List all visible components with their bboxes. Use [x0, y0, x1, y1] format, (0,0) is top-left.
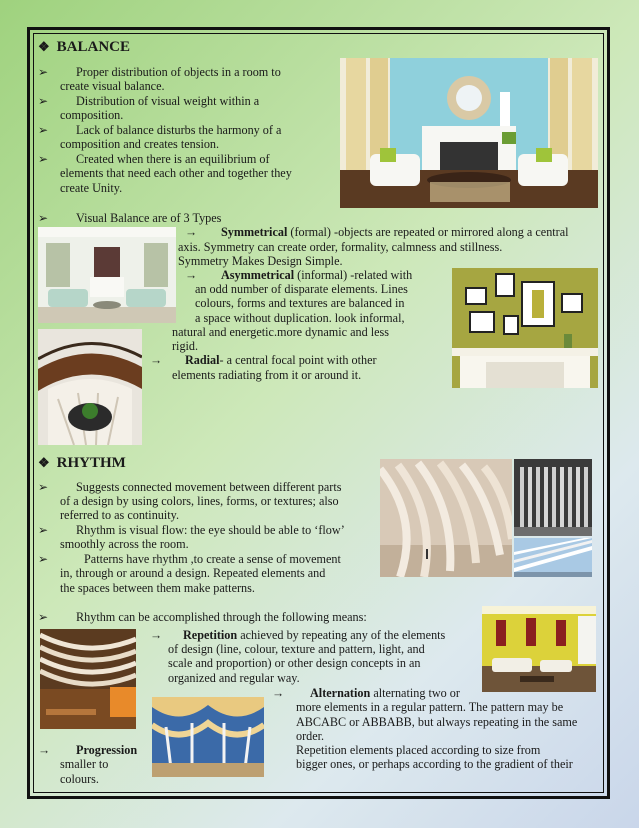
rhythm-text: of a design by using colors, lines, forms, or textures; also — [60, 494, 339, 508]
bullet-arrow-icon: ➢ — [38, 523, 49, 537]
arrow-icon: → — [272, 686, 285, 700]
rhythm-text: Patterns have rhythm ,to create a sense of movement — [84, 552, 341, 566]
asymmetrical-text: natural and energetic.more dynamic and less — [172, 325, 390, 339]
diamond-bullet-icon: ❖ — [38, 455, 50, 470]
wave-ceiling-photo — [40, 629, 136, 729]
asymmetrical-text: rigid. — [172, 339, 199, 353]
balance-text: Lack of balance disturbs the harmony of a — [76, 123, 282, 137]
radial-text: Radial- a central focal point with other — [185, 353, 377, 367]
alternation-text: more elements in a regular pattern. The pattern may be — [296, 700, 564, 714]
symmetrical-room-photo — [38, 227, 176, 323]
rhythm-text: referred to as continuity. — [60, 508, 180, 522]
repetition-text: scale and proportion) or other design concepts in an — [168, 656, 421, 670]
balance-text: composition. — [60, 108, 124, 122]
curved-wood-sculpture-photo — [380, 459, 512, 577]
striped-building-photo — [514, 538, 592, 577]
repetition-text: organized and regular way. — [168, 671, 300, 685]
asymmetrical-text: Asymmetrical (informal) -related with — [221, 268, 413, 282]
repetition-text: of design (line, colour, texture and pattern, light, and — [168, 642, 425, 656]
radial-staircase-photo — [38, 329, 142, 445]
rhythm-text: Suggests connected movement between different parts — [76, 480, 342, 494]
vertical-columns-photo — [514, 459, 592, 536]
yellow-room-photo — [482, 606, 596, 692]
bullet-arrow-icon: ➢ — [38, 552, 49, 566]
living-room-photo — [340, 58, 598, 208]
balance-text: Distribution of visual weight within a — [76, 94, 260, 108]
symmetrical-text: Symmetry Makes Design Simple. — [178, 254, 343, 268]
balance-text: create Unity. — [60, 181, 123, 195]
rhythm-text: in, through or around a design. Repeated elements and — [60, 566, 326, 580]
progression-text: bigger ones, or perhaps according to the gradient of their — [296, 757, 573, 771]
bullet-arrow-icon: ➢ — [38, 152, 49, 166]
bullet-arrow-icon: ➢ — [38, 65, 49, 79]
rhythm-heading: ❖ RHYTHM — [38, 455, 126, 471]
balance-text: elements that need each other and together they — [60, 166, 292, 180]
balance-types-intro: Visual Balance are of 3 Types — [76, 211, 222, 225]
arrow-icon: → — [38, 743, 51, 757]
asymmetrical-text: a space without duplication. look informal, — [195, 311, 405, 325]
progression-term: Progression — [76, 743, 138, 757]
asymmetrical-wall-photo — [452, 268, 598, 388]
bullet-arrow-icon: ➢ — [38, 211, 49, 225]
bullet-arrow-icon: ➢ — [38, 480, 49, 494]
arrow-icon: → — [185, 268, 198, 282]
alternation-text: ABCABC or ABBABB, but always repeating in the same — [296, 715, 578, 729]
radial-text: elements radiating from it or around it. — [172, 368, 362, 382]
arrow-icon: → — [185, 225, 198, 239]
alternation-text: Alternation alternating two or — [310, 686, 460, 700]
diamond-bullet-icon: ❖ — [38, 39, 50, 54]
rhythm-text: smoothly across the room. — [60, 537, 189, 551]
symmetrical-text: Symmetrical (formal) -objects are repeated or mirrored along a central — [221, 225, 569, 239]
asymmetrical-text: an odd number of disparate elements. Lines — [195, 282, 408, 296]
progression-text: Repetition elements placed according to size from — [296, 743, 541, 757]
arrow-icon: → — [150, 628, 163, 642]
asymmetrical-text: colours, forms and textures are balanced in — [195, 296, 405, 310]
balance-text: Created when there is an equilibrium of — [76, 152, 270, 166]
bullet-arrow-icon: ➢ — [38, 610, 49, 624]
progression-text: smaller to — [60, 757, 109, 771]
balance-text: composition and creates tension. — [60, 137, 220, 151]
symmetrical-text: axis. Symmetry can create order, formality, calmness and stillness. — [178, 240, 503, 254]
rhythm-means-intro: Rhythm can be accomplished through the following means: — [76, 610, 367, 624]
bullet-arrow-icon: ➢ — [38, 123, 49, 137]
rhythm-text: Rhythm is visual flow: the eye should be able to ‘flow’ — [76, 523, 345, 537]
alternation-text: order. — [296, 729, 325, 743]
balance-text: Proper distribution of objects in a room to — [76, 65, 281, 79]
bullet-arrow-icon: ➢ — [38, 94, 49, 108]
arrow-icon: → — [150, 353, 163, 367]
rhythm-text: the spaces between them make patterns. — [60, 581, 255, 595]
progression-text: colours. — [60, 772, 99, 786]
balance-text: create visual balance. — [60, 79, 165, 93]
repetition-text: Repetition achieved by repeating any of the elements — [183, 628, 446, 642]
canopy-roof-photo — [152, 697, 264, 777]
balance-heading: ❖ BALANCE — [38, 39, 131, 55]
